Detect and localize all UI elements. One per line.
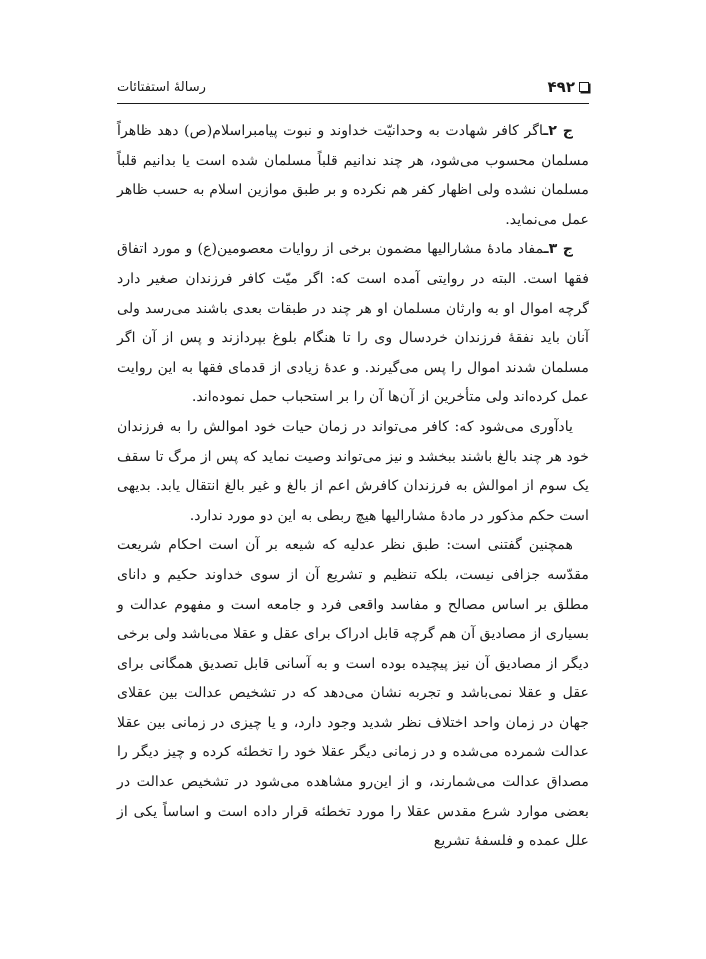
page-number: ۴۹۲ bbox=[547, 78, 575, 96]
paragraph-text: همچنین گفتنی است: طبق نظر عدلیه که شیعه بر آن است احکام شریعت مقدّسه جزافی نیست، بلکه تنظیم و تشریع آن از سوی خداوند حکیم و دانای مطلق بر اساس مصالح و مفاسد واقعی فرد و جامعه است و مفهوم عدالت و بسیاری از مصادیق آن هم گرچه قابل ادراک برای عقل و عقلا می‌باشد ولی برخی دیگر از مصادیق آن نیز پیچیده بوده است و به آسانی قابل تصدیق همگانی برای عقل و عقلا نمی‌باشد و تجربه نشان می‌دهد که در تشخیص عدالت بین عقلای جهان در زمان واحد اختلاف نظر شدید وجود دارد، و یا چیزی در زمانی بین عقلا عدالت شمرده می‌شده و در زمانی دیگر عقلا خود را تخطئه کرده و چیز دیگر را مصداق عدالت می‌شمارند، و از این‌رو مشاهده می‌شود در تشخیص عدالت در بعضی موارد شرع مقدس عقلا را مورد تخطئه قرار داده است و اساساً یکی از علل عمده و فلسفهٔ تشریع bbox=[117, 537, 589, 850]
paragraph-text: اگر کافر شهادت به وحدانیّت خداوند و نبوت پیامبراسلام(ص) دهد ظاهراً مسلمان محسوب می‌شود، هر چند ندانیم قلباً مسلمان شده است یا بدانیم قلباً مسلمان نشده ولی اظهار کفر هم نکرده و بر طبق موازین اسلام به حسب ظاهر عمل می‌نماید. bbox=[117, 123, 589, 228]
paragraph-text: یادآوری می‌شود که: کافر می‌تواند در زمان حیات خود اموالش را به فرزندان خود هر چند بالغ باشند ببخشد و نیز می‌تواند وصیت نماید که پس از مرگ تا سقف یک سوم از اموالش به فرزندان کافرش اعم از بالغ و غیر بالغ انتقال یابد. بدیهی است حکم مذکور در مادهٔ مشارالیها هیچ ربطی به این دو مورد ندارد. bbox=[117, 418, 589, 524]
answer-label: ج ۲ـ bbox=[543, 123, 573, 139]
paragraph-reminder bbox=[117, 413, 589, 531]
paragraph-answer-2 bbox=[117, 117, 589, 235]
square-bullet-icon bbox=[579, 82, 589, 92]
page-header bbox=[117, 78, 589, 100]
running-title: رسالهٔ استفتائات bbox=[117, 80, 206, 95]
paragraph-text: مفاد مادهٔ مشارالیها مضمون برخی از روایات معصومین(ع) و مورد اتفاق فقها است. البته در روایتی آمده است که: اگر میّت کافر فرزندان صغیر دارد گرچه اموال او به وارثان مسلمان او هر چند در طبقات بعدی باشند می‌رسد ولی آنان باید نفقهٔ فرزندان خردسال وی را تا هنگام بلوغ بپردازند و پس از آن اگر مسلمان شدند اموال را پس می‌گیرند. و عدهٔ زیادی از قدمای فقها به این روایت عمل کرده‌اند ولی متأخرین از آن‌ها آن را بر استحباب حمل نموده‌اند. bbox=[117, 241, 589, 406]
page-number-group bbox=[548, 78, 589, 96]
paragraph-justice bbox=[117, 531, 589, 857]
paragraph-answer-3 bbox=[117, 235, 589, 413]
body-text bbox=[117, 117, 589, 857]
header-divider bbox=[117, 103, 589, 104]
answer-label: ج ۳ـ bbox=[543, 241, 573, 258]
